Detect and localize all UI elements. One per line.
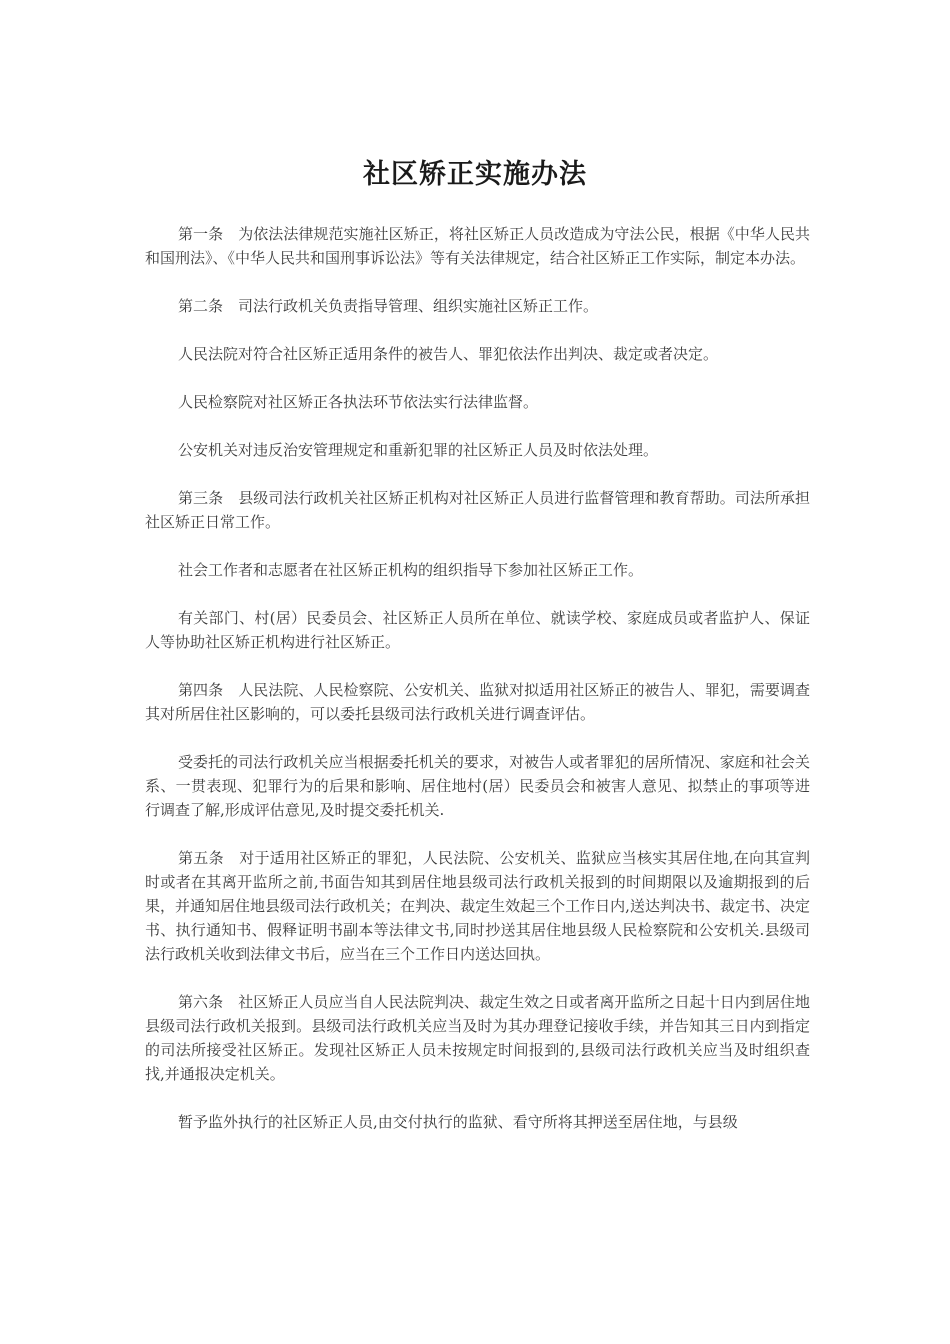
article-2-police: 公安机关对违反治安管理规定和重新犯罪的社区矫正人员及时依法处理。 — [178, 441, 659, 459]
document-title: 社区矫正实施办法 — [363, 159, 587, 190]
article-6-temporary-execution: 暂予监外执行的社区矫正人员,由交付执行的监狱、看守所将其押送至居住地，与县级 — [178, 1113, 738, 1131]
article-3-assisting-parties: 有关部门、村(居）民委员会、社区矫正人员所在单位、就读学校、家庭成员或者监护人、保证人等协助社区矫正机构进行社区矫正。 — [145, 609, 810, 651]
article-4-investigation: 受委托的司法行政机关应当根据委托机关的要求，对被告人或者罪犯的居所情况、家庭和社会关系、一贯表现、犯罪行为的后果和影响、居住地村(居）民委员会和被害人意见、拟禁止的事项等进行调查了解,形成评估意见,及时提交委托机关. — [145, 753, 810, 819]
article-4: 第四条 人民法院、人民检察院、公安机关、监狱对拟适用社区矫正的被告人、罪犯，需要调查其对所居住社区影响的，可以委托县级司法行政机关进行调查评估。 — [145, 681, 810, 723]
article-3-volunteers: 社会工作者和志愿者在社区矫正机构的组织指导下参加社区矫正工作。 — [178, 561, 644, 579]
article-1: 第一条 为依法法律规范实施社区矫正，将社区矫正人员改造成为守法公民，根据《中华人民共和国刑法》、《中华人民共和国刑事诉讼法》等有关法律规定，结合社区矫正工作实际，制定本办法。 — [145, 225, 810, 267]
article-5: 第五条 对于适用社区矫正的罪犯，人民法院、公安机关、监狱应当核实其居住地,在向其宣判时或者在其离开监所之前,书面告知其到居住地县级司法行政机关报到的时间期限以及逾期报到的后果，并通知居住地县级司法行政机关；在判决、裁定生效起三个工作日内,送达判决书、裁定书、决定书、执行通知书、假释证明书副本等法律文书,同时抄送其居住地县级人民检察院和公安机关.县级司法行政机关收到法律文书后，应当在三个工作日内送达回执。 — [145, 849, 810, 963]
article-3: 第三条 县级司法行政机关社区矫正机构对社区矫正人员进行监督管理和教育帮助。司法所承担社区矫正日常工作。 — [145, 489, 810, 531]
article-2-procuratorate: 人民检察院对社区矫正各执法环节依法实行法律监督。 — [178, 393, 539, 411]
article-2-court: 人民法院对符合社区矫正适用条件的被告人、罪犯依法作出判决、裁定或者决定。 — [178, 345, 719, 363]
document-body — [145, 222, 810, 1158]
article-6: 第六条 社区矫正人员应当自人民法院判决、裁定生效之日或者离开监所之日起十日内到居住地县级司法行政机关报到。县级司法行政机关应当及时为其办理登记接收手续，并告知其三日内到指定的司法所接受社区矫正。发现社区矫正人员未按规定时间报到的,县级司法行政机关应当及时组织查找,并通报决定机关。 — [145, 993, 810, 1083]
article-2: 第二条 司法行政机关负责指导管理、组织实施社区矫正工作。 — [178, 297, 599, 315]
